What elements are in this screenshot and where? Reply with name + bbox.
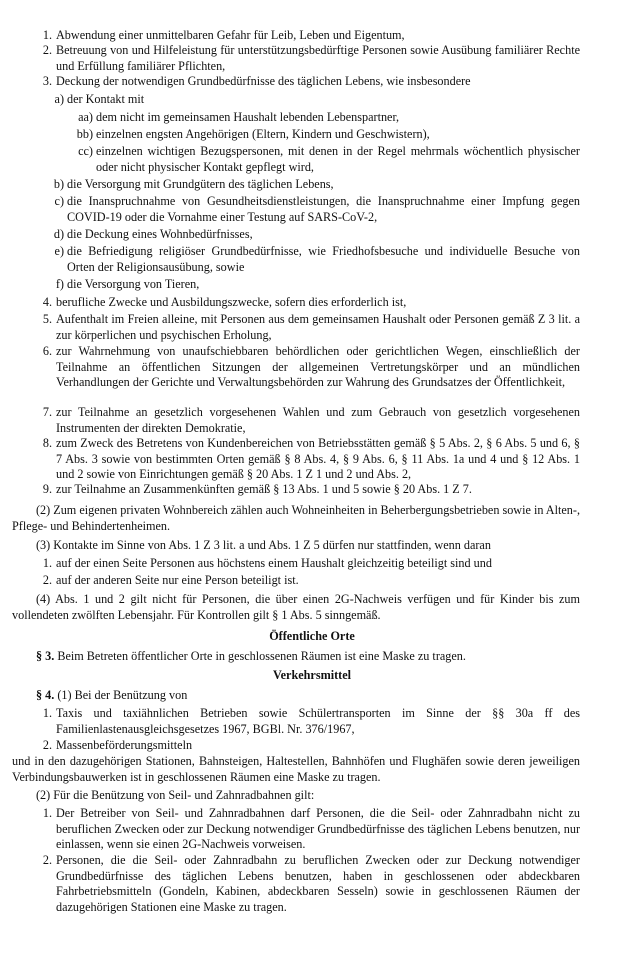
- section-4-continuation: und in den dazugehörigen Stationen, Bahnsteigen, Haltestellen, Bahnhöfen und Flughäfen sowie deren jeweiligen Verbindungsbauwerken ist in geschlossenen Räumen eine Maske zu tragen.: [12, 754, 580, 784]
- item-text: dem nicht im gemeinsamen Haushalt lebenden Lebenspartner,: [96, 110, 400, 124]
- item-number: 5.: [42, 312, 52, 326]
- paragraph-4: (4) Abs. 1 und 2 gilt nicht für Personen, die über einen 2G-Nachweis verfügen und für Kinder bis zum vollendeten zwölften Lebensjahr. Für Kontrollen gilt § 1 Abs. 5 sinngemäß.: [12, 592, 580, 622]
- item-number: d): [53, 227, 64, 241]
- section-3-label: § 3.: [36, 649, 55, 663]
- item-text: zur Teilnahme an gesetzlich vorgesehenen Wahlen und zum Gebrauch von gesetzlich vorgesehenen Instrumenten der direkten Demokratie,: [56, 405, 580, 435]
- item-number: aa): [78, 110, 93, 124]
- item-number: f): [55, 277, 64, 291]
- item-text: einzelnen wichtigen Bezugspersonen, mit denen in der Regel mehrmals wöchentlich physischer oder nicht physischer Kontakt gepflegt wird,: [96, 144, 580, 174]
- item-text: auf der einen Seite Personen aus höchstens einem Haushalt gleichzeitig beteiligt sind und: [56, 556, 492, 570]
- item-text: Aufenthalt im Freien alleine, mit Personen aus dem gemeinsamen Haushalt oder Personen gemäß Z 3 lit. a zur körperlichen und psychischen Erholung,: [56, 312, 580, 342]
- section-3-text: Beim Betreten öffentlicher Orte in geschlossenen Räumen ist eine Maske zu tragen.: [54, 649, 466, 663]
- paragraph-2: (2) Zum eigenen privaten Wohnbereich zählen auch Wohneinheiten in Beherbergungsbetrieben sowie in Alten-, Pflege- und Behindertenheimen.: [12, 503, 580, 533]
- item-text: Der Betreiber von Seil- und Zahnradbahnen darf Personen, die die Seil- oder Zahnradbahn nicht zu beruflichen Zwecken oder zur Deckung notwendiger Grundbedürfnisse des täglichen Lebens benutzen, nur einlassen, wenn sie einen 2G-Nachweis vorweisen.: [56, 806, 580, 851]
- item-number: 2.: [42, 43, 52, 57]
- section-heading-public-places: Öffentliche Orte: [269, 629, 355, 643]
- item-number: 1.: [42, 806, 52, 820]
- item-text: Deckung der notwendigen Grundbedürfnisse des täglichen Lebens, wie insbesondere: [56, 74, 471, 88]
- item-text: Taxis und taxiähnlichen Betrieben sowie Schülertransporten im Sinne der §§ 30a ff des Familienlastenausgleichsgesetzes 1967, BGBl. Nr. 376/1967,: [56, 706, 580, 736]
- section-4: [36, 688, 580, 704]
- item-number: e): [54, 244, 64, 258]
- item-number: 1.: [42, 706, 52, 720]
- item-text: zur Wahrnehmung von unaufschiebbaren behördlichen oder gerichtlichen Wegen, einschließlich der Teilnahme an öffentlichen Sitzungen der allgemeinen Vertretungskörper und an mündlichen Verhandlungen der Gerichte und Verwaltungsbehörden zur Wahrung des Grundsatzes der Öffentlichkeit,: [56, 344, 580, 389]
- item-number: 8.: [42, 436, 52, 450]
- paragraph-3: (3) Kontakte im Sinne von Abs. 1 Z 3 lit. a und Abs. 1 Z 5 dürfen nur stattfinden, wenn daran: [36, 538, 491, 552]
- item-text: die Versorgung mit Grundgütern des täglichen Lebens,: [67, 177, 334, 191]
- section-heading-transport: Verkehrsmittel: [272, 668, 352, 682]
- item-number: 4.: [42, 295, 52, 309]
- item-text: Betreuung von und Hilfeleistung für unterstützungsbedürftige Personen sowie Ausübung familiärer Rechte und Erfüllung familiärer Pflichten,: [56, 43, 580, 73]
- item-number: bb): [76, 127, 93, 141]
- item-text: zum Zweck des Betretens von Kundenbereichen von Betriebsstätten gemäß § 5 Abs. 2, § 6 Abs. 5 und 6, § 7 Abs. 3 sowie von bestimmten Orten gemäß § 8 Abs. 4, § 9 Abs. 6, § 11 Abs. 1a und 4 und § 12 Abs. 1 und 2 sowie von Einrichtungen gemäß § 20 Abs. 1 Z 1 und 2 und Abs. 2,: [56, 436, 580, 481]
- item-number: 9.: [42, 482, 52, 496]
- item-text: Abwendung einer unmittelbaren Gefahr für Leib, Leben und Eigentum,: [56, 28, 405, 42]
- item-text: Massenbeförderungsmitteln: [56, 738, 193, 752]
- item-number: 1.: [42, 28, 52, 42]
- item-text: zur Teilnahme an Zusammenkünften gemäß § 13 Abs. 1 und 5 sowie § 20 Abs. 1 Z 7.: [56, 482, 472, 496]
- item-text: die Deckung eines Wohnbedürfnisses,: [67, 227, 253, 241]
- item-number: c): [54, 194, 64, 208]
- item-text: die Inanspruchnahme von Gesundheitsdienstleistungen, die Inanspruchnahme einer Impfung gegen COVID-19 oder die Vornahme einer Testung auf SARS-CoV-2,: [67, 194, 580, 224]
- item-number: 3.: [42, 74, 52, 88]
- item-text: berufliche Zwecke und Ausbildungszwecke, sofern dies erforderlich ist,: [56, 295, 407, 309]
- item-number: 2.: [42, 853, 52, 867]
- item-number: 6.: [42, 344, 52, 358]
- item-number: 1.: [42, 556, 52, 570]
- item-number: 2.: [42, 738, 52, 752]
- item-number: a): [54, 92, 64, 106]
- item-text: Personen, die die Seil- oder Zahnradbahn zu beruflichen Zwecken oder zur Deckung notwendiger Grundbedürfnisse des täglichen Lebens benutzen, haben in geschlossenen oder abdeckbaren Fahrbetriebsmitteln (Gondeln, Kabinen, abdeckbaren Sesseln) sowie in geschlossenen Räumen der dazugehörigen Stationen eine Maske zu tragen.: [56, 853, 580, 914]
- section-4-label: § 4.: [36, 688, 55, 702]
- item-number: 7.: [42, 405, 52, 419]
- item-text: die Versorgung von Tieren,: [67, 277, 200, 291]
- item-number: b): [53, 177, 64, 191]
- item-number: 2.: [42, 573, 52, 587]
- section-3: [36, 649, 580, 665]
- item-text: die Befriedigung religiöser Grundbedürfnisse, wie Friedhofsbesuche und individuelle Besuche von Orten der Religionsausübung, sowie: [67, 244, 580, 274]
- section-4-text: (1) Bei der Benützung von: [54, 688, 188, 702]
- item-text: einzelnen engsten Angehörigen (Eltern, Kindern und Geschwistern),: [96, 127, 430, 141]
- item-number: cc): [78, 144, 93, 158]
- item-text: auf der anderen Seite nur eine Person beteiligt ist.: [56, 573, 299, 587]
- section-4-paragraph-2: (2) Für die Benützung von Seil- und Zahnradbahnen gilt:: [36, 788, 315, 802]
- item-text: der Kontakt mit: [67, 92, 145, 106]
